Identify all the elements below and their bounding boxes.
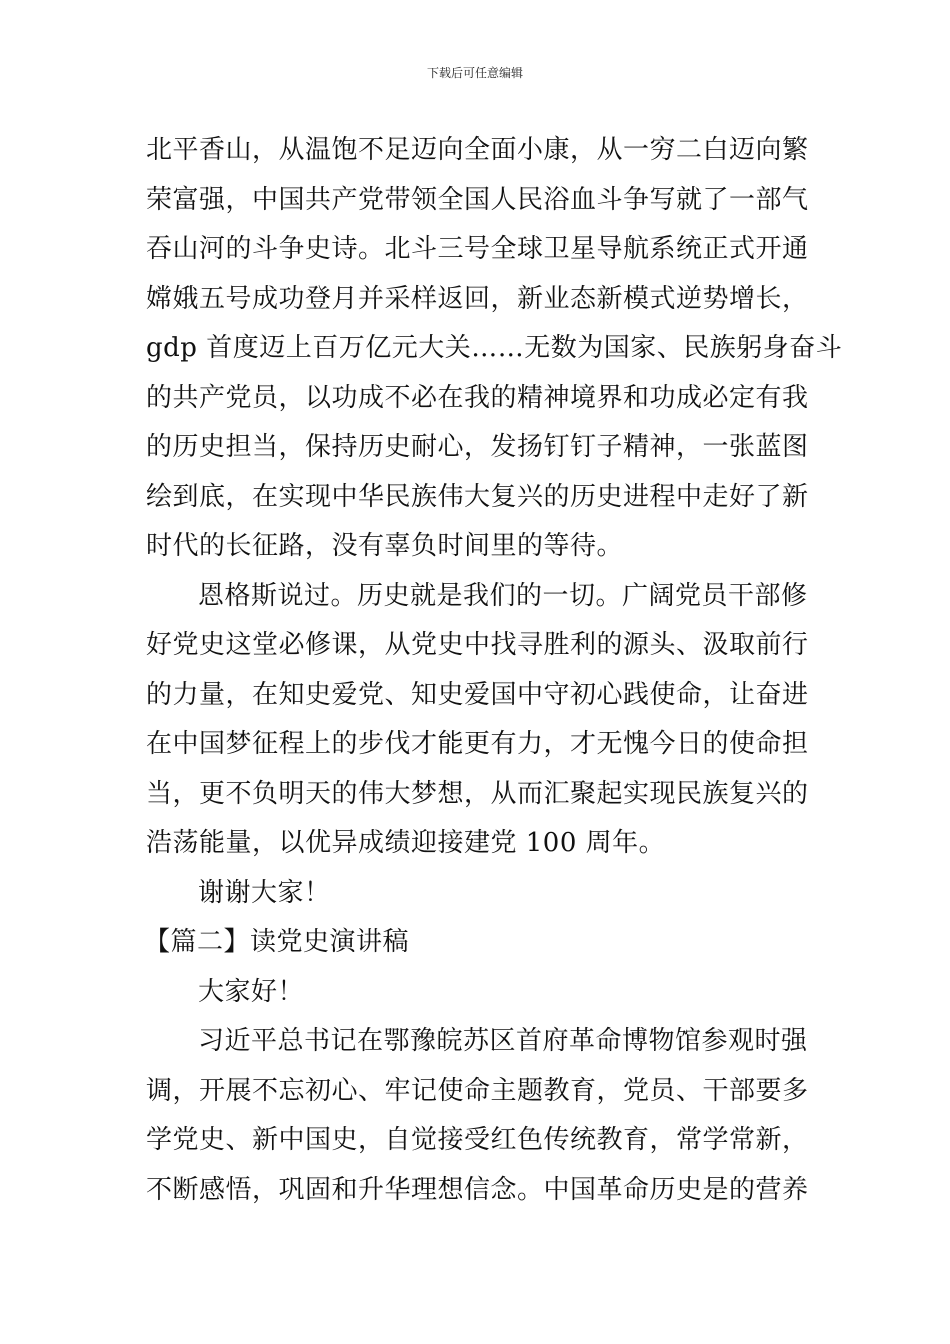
closing-line: 谢谢大家！ xyxy=(198,877,331,908)
text-line: 在中国梦征程上的步伐才能更有力，才无愧今日的使命担 xyxy=(146,729,809,759)
text-line: 的力量，在知史爱党、知史爱国中守初心践使命，让奋进 xyxy=(146,679,809,710)
text-line: 恩格斯说过。历史就是我们的一切。广阔党员干部修 xyxy=(198,580,808,611)
paragraph-2 xyxy=(146,572,836,869)
header-note: 下载后可任意编辑 xyxy=(426,66,523,80)
text-line: 不断感悟，巩固和升华理想信念。中国革命历史是的营养 xyxy=(146,1174,809,1205)
text-line: gdp 首度迈上百万亿元大关……无数为国家、民族躬身奋斗 xyxy=(146,333,843,363)
text-line: 浩荡能量，以优异成绩迎接建党 100 周年。 xyxy=(146,828,666,858)
section-heading: 【篇二】读党史演讲稿 xyxy=(144,927,410,957)
text-line: 的历史担当，保持历史耐心，发扬钉钉子精神，一张蓝图 xyxy=(146,432,809,462)
text-line: 当，更不负明天的伟大梦想，从而汇聚起实现民族复兴的 xyxy=(146,778,809,809)
text-line: 的共产党员，以功成不必在我的精神境界和功成必定有我 xyxy=(146,382,809,413)
document-body xyxy=(144,126,843,1215)
paragraph-3 xyxy=(146,1017,836,1215)
text-line: 调，开展不忘初心、牢记使命主题教育，党员、干部要多 xyxy=(146,1075,809,1106)
text-line: 绘到底，在实现中华民族伟大复兴的历史进程中走好了新 xyxy=(146,481,809,512)
text-line: 学党史、新中国史，自觉接受红色传统教育，常学常新， xyxy=(146,1125,809,1155)
text-line: 时代的长征路，没有辜负时间里的等待。 xyxy=(146,531,624,561)
text-line: 荣富强，中国共产党带领全国人民浴血斗争写就了一部气 xyxy=(146,184,809,215)
greeting-line: 大家好！ xyxy=(198,976,305,1007)
text-line: 习近平总书记在鄂豫皖苏区首府革命博物馆参观时强 xyxy=(198,1026,808,1056)
paragraph-1 xyxy=(146,126,843,572)
text-line: 好党史这堂必修课，从党史中找寻胜利的源头、汲取前行 xyxy=(146,630,809,660)
text-line: 吞山河的斗争史诗。北斗三号全球卫星导航系统正式开通 xyxy=(146,234,809,264)
text-line: 嫦娥五号成功登月并采样返回，新业态新模式逆势增长， xyxy=(146,283,809,314)
text-line: 北平香山，从温饱不足迈向全面小康，从一穷二白迈向繁 xyxy=(146,135,809,165)
